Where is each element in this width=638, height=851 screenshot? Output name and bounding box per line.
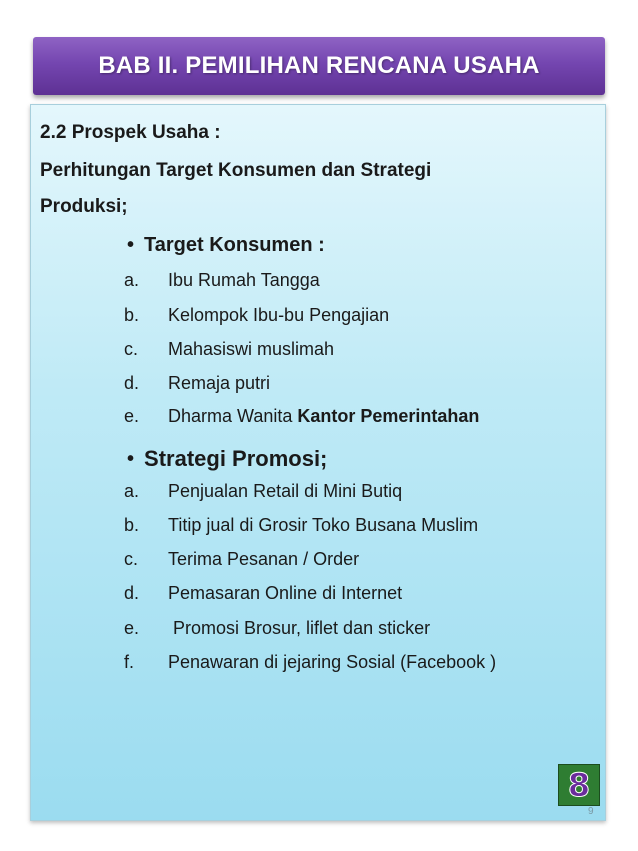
page-badge [558,764,600,806]
list-item [124,515,478,536]
list-text: Ibu Rumah Tangga [168,270,320,290]
promo-heading-label: Strategi Promosi; [144,446,328,471]
section-heading: 2.2 Prospek Usaha : [40,122,221,143]
bullet-icon: • [127,447,135,470]
subheading-line-2: Produksi; [40,196,128,217]
list-letter: b. [124,305,140,325]
list-letter: a. [124,481,140,501]
list-text: Dharma Wanita [168,406,298,426]
list-item [124,406,479,427]
target-heading [127,234,325,257]
list-item [124,270,320,291]
target-heading-label: Target Konsumen : [144,234,325,256]
list-item [124,652,496,673]
list-text: Pemasaran Online di Internet [168,583,403,603]
list-letter: c. [124,339,139,359]
slide-title-bar [33,37,605,95]
list-letter: d. [124,583,140,603]
list-item [124,549,359,570]
list-text: Terima Pesanan / Order [168,549,360,569]
list-letter: e. [124,406,140,426]
list-letter: f. [124,652,135,672]
list-text: Titip jual di Grosir Toko Busana Muslim [168,515,479,535]
list-item [124,339,334,360]
list-letter: d. [124,373,140,393]
list-text: Remaja putri [168,373,271,393]
promo-heading [127,446,327,472]
list-letter: a. [124,270,140,290]
list-text: Kelompok Ibu-bu Pengajian [168,305,390,325]
slide-number: 9 [588,806,594,817]
bullet-icon: • [127,234,135,256]
list-text: Promosi Brosur, liflet dan sticker [168,618,431,638]
slide-title: BAB II. PEMILIHAN RENCANA USAHA [98,52,540,79]
list-text: Penjualan Retail di Mini Butiq [168,481,403,501]
list-item [124,583,402,604]
list-text: Mahasiswi muslimah [168,339,335,359]
list-text-bold: Kantor Pemerintahan [297,406,480,426]
list-letter: c. [124,549,139,569]
list-letter: b. [124,515,140,535]
list-item [124,481,402,502]
subheading-line-1: Perhitungan Target Konsumen dan Strategi [40,160,432,181]
list-item [124,373,270,394]
list-item [124,618,430,639]
page-badge-number: 8 [567,766,591,804]
list-text: Penawaran di jejaring Sosial (Facebook ) [168,652,497,672]
list-item [124,305,389,326]
list-letter: e. [124,618,140,638]
